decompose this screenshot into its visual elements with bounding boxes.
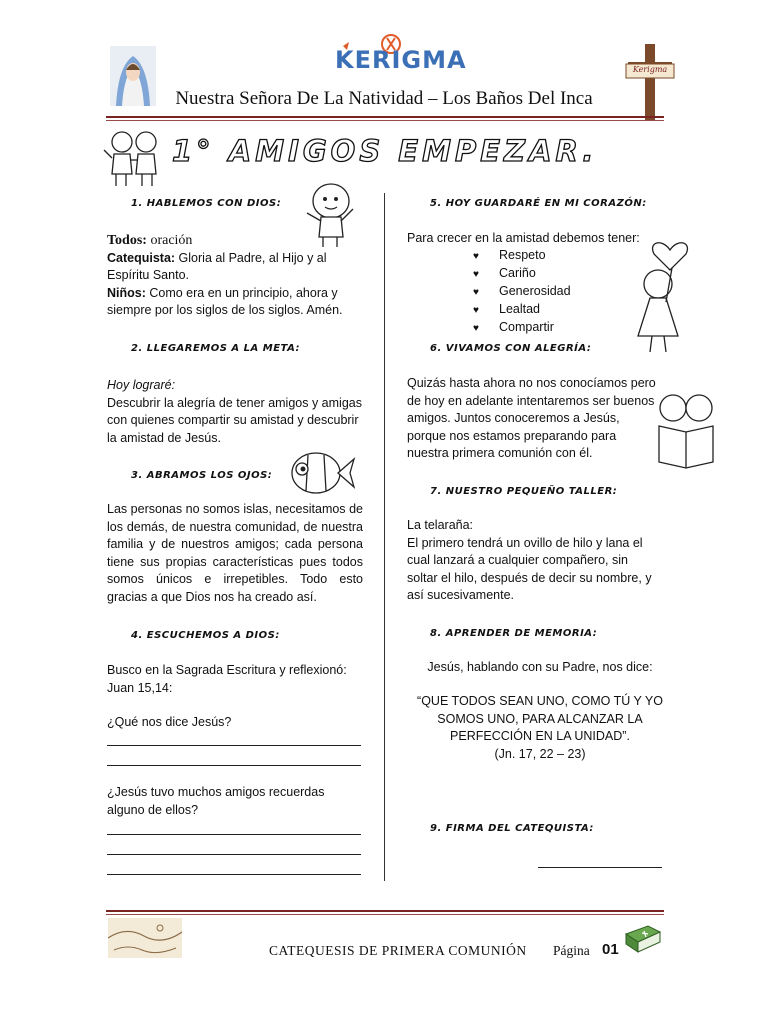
section-2-intro: Hoy lograré: xyxy=(107,378,176,392)
heart-bullet-icon: ♥ xyxy=(473,269,479,280)
kerigma-logo xyxy=(333,32,467,76)
section-4-question-1: ¿Qué nos dice Jesús? xyxy=(107,715,232,729)
section-8-intro: Jesús, hablando con su Padre, nos dice: xyxy=(427,660,653,674)
section-4-intro: Busco en la Sagrada Escritura y reflexionó: Juan 15,14: xyxy=(107,663,347,695)
footer-rule-thin xyxy=(106,914,664,915)
parish-title: Nuestra Señora De La Natividad – Los Baños Del Inca xyxy=(175,88,593,109)
heart-bullet-icon: ♥ xyxy=(473,251,479,262)
clownfish-icon xyxy=(286,441,356,501)
footer-title: CATEQUESIS DE PRIMERA COMUNIÓN xyxy=(269,943,527,958)
section-7-heading: 7. NUESTRO PEQUEÑO TALLER: xyxy=(430,486,618,497)
section-4-question-2: ¿Jesús tuvo muchos amigos recuerdas alguno de ellos? xyxy=(107,785,325,817)
footer-rule xyxy=(106,910,664,912)
answer-line xyxy=(107,745,361,746)
todos-label: Todos: xyxy=(107,233,147,248)
logo-text: KERIGMA xyxy=(335,46,467,74)
section-7-text: El primero tendrá un ovillo de hilo y lana el cual lanzará a cualquier compañero, sin soltar el hilo, después de decir su nombre, y así sucesivamente. xyxy=(407,535,652,602)
lesson-title: 1° AMIGOS EMPEZAR. xyxy=(172,134,598,168)
section-6-heading: 6. VIVAMOS CON ALEGRÍA: xyxy=(430,343,592,354)
list-item xyxy=(407,282,637,300)
landscape-sketch-icon xyxy=(108,918,182,958)
answer-line xyxy=(107,765,361,766)
section-5-intro: Para crecer en la amistad debemos tener: xyxy=(407,231,640,245)
section-8-heading: 8. APRENDER DE MEMORIA: xyxy=(430,628,598,639)
list-item-label: Generosidad xyxy=(499,284,571,298)
list-item-label: Cariño xyxy=(499,266,536,280)
ninos-text: Como era en un principio, ahora y siempre por los siglos de los siglos. Amén. xyxy=(107,285,343,317)
section-1-heading: 1. HABLEMOS CON DIOS: xyxy=(131,198,282,209)
children-icon xyxy=(102,126,166,188)
answer-line xyxy=(107,874,361,875)
section-7-subtitle: La telaraña: xyxy=(407,518,474,532)
quote-line: SOMOS UNO, PARA ALCANZAR LA xyxy=(437,711,643,726)
cross-label: Kerigma xyxy=(632,65,668,74)
list-item xyxy=(407,318,637,336)
girl-with-heart-icon xyxy=(632,228,692,356)
header-rule-thin xyxy=(106,120,664,121)
quote-line: “QUE TODOS SEAN UNO, COMO TÚ Y YO xyxy=(417,694,663,708)
list-item xyxy=(407,246,637,264)
section-4-heading: 4. ESCUCHEMOS A DIOS: xyxy=(131,630,280,641)
section-2-heading: 2. LLEGAREMOS A LA META: xyxy=(131,343,300,354)
list-item xyxy=(407,264,637,282)
list-item xyxy=(407,300,637,318)
kids-reading-book-icon xyxy=(655,386,717,470)
section-2-text: Descubrir la alegría de tener amigos y amigas con quienes compartir su amistad y descubrir la amistad de Jesús. xyxy=(107,395,362,445)
section-9-heading: 9. FIRMA DEL CATEQUISTA: xyxy=(430,823,594,834)
quote-line: PERFECCIÓN EN LA UNIDAD”. xyxy=(450,729,630,743)
column-divider xyxy=(384,193,385,881)
heart-bullet-icon: ♥ xyxy=(473,323,479,334)
heart-bullet-icon: ♥ xyxy=(473,305,479,316)
section-6-text: Quizás hasta ahora no nos conocíamos pero de hoy en adelante intentaremos ser buenos amigos. Juntos conoceremos a Jesús, porque nos estamos preparando para nuestra primera comunión con él. xyxy=(407,376,656,460)
signature-line xyxy=(538,867,662,868)
answer-line xyxy=(107,834,361,835)
section-3-heading: 3. ABRAMOS LOS OJOS: xyxy=(131,470,273,481)
ninos-label: Niños: xyxy=(107,285,146,300)
list-item-label: Respeto xyxy=(499,248,546,262)
catequista-text: Gloria al Padre, al Hijo y al Espíritu Santo. xyxy=(107,250,327,282)
page-label: Página xyxy=(553,943,590,958)
values-list xyxy=(407,246,637,336)
list-item-label: Lealtad xyxy=(499,302,541,316)
section-3-text: Las personas no somos islas, necesitamos de los demás, de nuestra comunidad, de nuestra familia y de nuestros amigos; cada persona tiene sus propias características pues todos somos únicos e irrepetibles. Todo esto gracias a que Dios nos ha creado así. xyxy=(107,502,363,604)
catequista-label: Catequista: xyxy=(107,250,176,265)
page-number: 01 xyxy=(602,941,619,958)
todos-text: oración xyxy=(146,233,193,248)
section-5-heading: 5. HOY GUARDARÉ EN MI CORAZÓN: xyxy=(430,198,647,209)
answer-line xyxy=(107,854,361,855)
bible-icon xyxy=(624,924,662,954)
quote-reference: (Jn. 17, 22 – 23) xyxy=(494,746,586,761)
list-item-label: Compartir xyxy=(499,320,554,334)
header-rule xyxy=(106,116,664,118)
heart-bullet-icon: ♥ xyxy=(473,287,479,298)
